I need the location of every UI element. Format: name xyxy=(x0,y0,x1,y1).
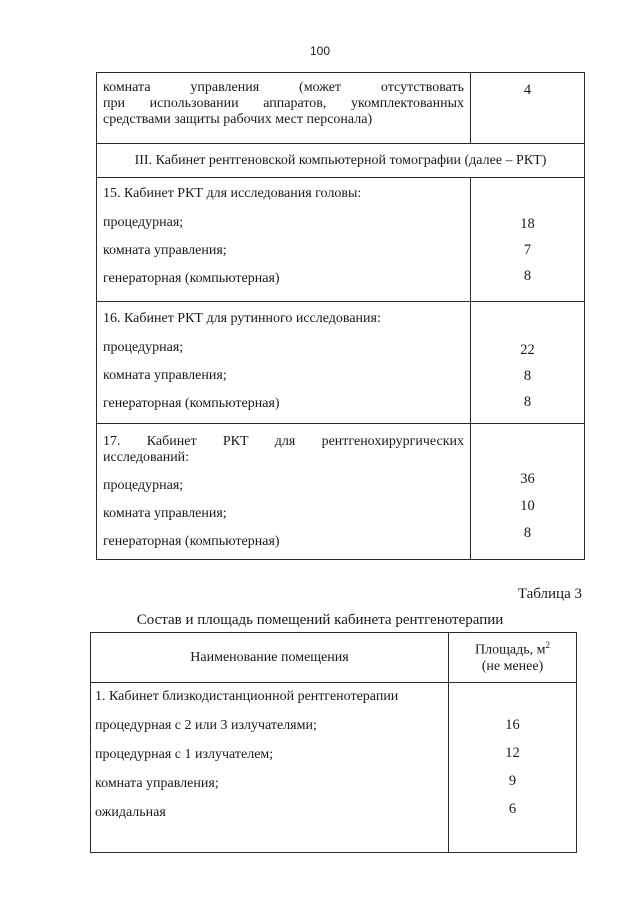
room-item: генераторная (компьютерная) xyxy=(103,271,280,286)
room-item: процедурная; xyxy=(103,340,184,355)
room-item: комната управления; xyxy=(103,243,227,258)
area-value: 22 xyxy=(520,342,535,358)
area-value: 12 xyxy=(505,745,520,761)
table-caption: Таблица 3 xyxy=(517,586,582,602)
room-group-cell xyxy=(91,683,449,853)
room-item: комната управления; xyxy=(95,776,219,791)
section-heading: III. Кабинет рентгеновской компьютерной томографии (далее – РКТ) xyxy=(97,144,585,178)
room-item: процедурная; xyxy=(103,478,184,493)
room-item: процедурная с 2 или 3 излучателями; xyxy=(95,718,317,733)
area-cell xyxy=(471,178,585,302)
area-value: 16 xyxy=(505,717,520,733)
area-value: 4 xyxy=(523,82,532,98)
room-name-cell xyxy=(97,73,471,144)
area-value: 10 xyxy=(520,498,535,514)
group-title: 15. Кабинет РКТ для исследования головы: xyxy=(103,186,362,201)
table-row xyxy=(97,178,585,302)
header-room-name: Наименование помещения xyxy=(91,633,449,683)
room-item: процедурная с 1 излучателем; xyxy=(95,747,274,762)
section-row xyxy=(97,144,585,178)
table-title: Состав и площадь помещений кабинета рентгенотерапии xyxy=(136,612,504,628)
room-item: генераторная (компьютерная) xyxy=(103,534,280,549)
group-title: 1. Кабинет близкодистанционной рентгенотерапии xyxy=(95,689,399,704)
table-row xyxy=(97,302,585,424)
area-value: 9 xyxy=(508,773,517,789)
table-row xyxy=(91,683,577,853)
table-row xyxy=(97,73,585,144)
xray-therapy-rooms-table xyxy=(90,632,577,853)
area-value: 7 xyxy=(523,242,532,258)
table-row xyxy=(97,424,585,560)
room-item: генераторная (компьютерная) xyxy=(103,396,280,411)
room-name-line: средствами защиты рабочих мест персонала) xyxy=(103,112,373,127)
room-item: комната управления; xyxy=(103,506,227,521)
header-area-note: (не менее) xyxy=(481,658,544,674)
area-cell xyxy=(471,424,585,560)
group-title: исследований: xyxy=(103,450,190,465)
area-cell xyxy=(471,73,585,144)
area-value: 36 xyxy=(520,471,535,487)
area-cell xyxy=(471,302,585,424)
area-value: 8 xyxy=(523,394,532,410)
group-title: 16. Кабинет РКТ для рутинного исследования: xyxy=(103,311,381,326)
room-item: процедурная; xyxy=(103,215,184,230)
header-area xyxy=(449,633,577,683)
room-group-cell xyxy=(97,302,471,424)
header-area-label: Площадь, м xyxy=(475,642,546,658)
room-group-cell xyxy=(97,178,471,302)
area-cell xyxy=(449,683,577,853)
area-value: 8 xyxy=(523,525,532,541)
area-value: 8 xyxy=(523,268,532,284)
area-value: 8 xyxy=(523,368,532,384)
area-value: 18 xyxy=(520,216,535,232)
page-number: 100 xyxy=(309,44,331,58)
header-area-unit-sup: 2 xyxy=(545,640,550,651)
room-item: ожидальная xyxy=(95,805,166,820)
room-name-line: при использовании аппаратов, укомплектованных xyxy=(103,96,464,111)
room-item: комната управления; xyxy=(103,368,227,383)
room-name-line: комната управления (может отсутствовать xyxy=(103,80,464,95)
group-title: 17. Кабинет РКТ для рентгенохирургических xyxy=(103,434,464,449)
area-value: 6 xyxy=(508,801,517,817)
rooms-table-continued xyxy=(96,72,585,560)
table-header-row xyxy=(91,633,577,683)
room-group-cell xyxy=(97,424,471,560)
